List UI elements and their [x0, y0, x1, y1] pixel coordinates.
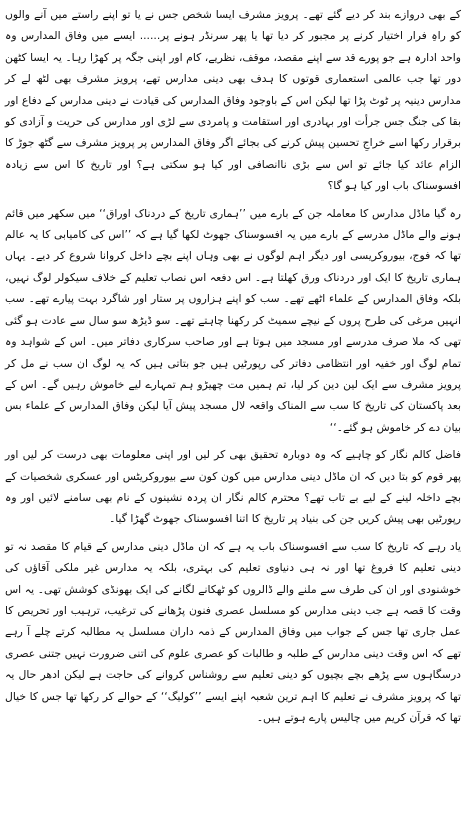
article-paragraph: یاد رہے کہ تاریخ کا سب سے افسوسناک باب یہ ہے کہ ان ماڈل دینی مدارس کے قیام کا مقصد نہ تو دینی تعلیم کا فروغ تھا اور نہ ہی دنیاوی تعلیم کی بہتری، بلکہ یہ مدارس غیر ملکی آقاؤں کی خوشنودی اور ان کی طرف سے ملنے والے ڈالروں کو ٹھکانے لگانے کی ایک بھونڈی کوشش تھی۔ یہ اس وقت کا قصہ ہے جب دینی مدارس کو مسلسل عصری فنون پڑھانے کی ترغیب، ترہیب اور تحریص کا عمل جاری تھا جس کے جواب میں وفاق المدارس کے ذمہ داران مسلسل یہ مطالبہ کرتے چلے آ رہے تھے کہ اس وقت دینی مدارس کے طلبہ و طالبات کو عصری علوم کی اتنی ضرورت نہیں جتنی عصری درسگاہوں سے پڑھے بچے بچیوں کو دینی تعلیم سے روشناس کروانے کی حاجت ہے لیکن ادھر حال یہ تھا کہ پرویز مشرف نے تعلیم کا اہم ترین شعبہ اپنے ایسے ’’کولیگ‘‘ کے حوالے کر رکھا تھا جس کا خیال تھا کہ قرآن کریم میں چالیس پارے ہوتے ہیں۔	[5, 539, 461, 724]
article-paragraph: رہ گیا ماڈل مدارس کا معاملہ جن کے بارے میں ’’ہماری تاریخ کے دردناک اوراق‘‘ میں سکھر میں قائم ہونے والے ماڈل مدرسے کے بارے میں یہ افسوسناک جھوٹ لکھا گیا ہے کہ ’’اس کی کامیابی کا یہ عالم تھا کہ فوج، بیوروکریسی اور دیگر اہم لوگوں نے بھی وہاں اپنے بچے داخل کروانا شروع کر دیے۔ یہاں ہماری تاریخ کا ایک اور دردناک ورق کھلتا ہے۔ اس دفعہ اس نصاب تعلیم کے خلاف سیکولر لوگ نہیں، بلکہ وفاق المدارس کے علماء اٹھے تھے۔ سب کو اپنے ہزاروں پر ستار اور شاگرد بہت پیارے تھے۔ سب انہیں مرغی کی طرح پروں کے نیچے سمیٹ کر رکھنا چاہتے تھے۔ سو ڈیڑھ سو سال سے عادت ہو گئی تھی کہ ملا صرف مدرسے اور مسجد میں ہوتا ہے اور صاحب سرکاری دفاتر میں۔ اس کے شواہد وہ تمام لوگ اور خفیہ اور انتظامی دفاتر کی رپورٹیں ہیں جو بتاتی ہیں کہ یہ لوگ ان سب نے مل کر پرویز مشرف سے ایک لین دین کر لیا، تم ہمیں مت چھیڑو ہم تمہارے لیے خاموش رہیں گے۔ اس کے بعد پاکستان کی تاریخ کا سب سے المناک واقعہ لال مسجد پیش آیا لیکن وفاق المدارس کے علماء بس بیان دے کر خاموش ہو گئے۔‘‘	[5, 206, 461, 434]
article-paragraph: کے بھی دروازے بند کر دیے گئے تھے۔ پرویز مشرف ایسا شخص جس نے یا تو اپنے راستے میں آنے والوں کو راہِ فرار اختیار کرنے پر مجبور کر دیا تھا یا پھر سرنڈر ہونے پر...... ایسے میں وفاق المدارس وہ واحد ادارہ ہے جو پورے قد سے اپنے مقصد، موقف، نظریے، کام اور اپنی جگہ پر کھڑا رہا۔ یہ ایسا کٹھن دور تھا جب عالمی استعماری قوتوں کا ہدف بھی دینی مدارس تھے، پرویز مشرف بھی لٹھ لے کر مدارس دینیہ پر ٹوٹ پڑا تھا لیکن اس کے باوجود وفاق المدارس کی قیادت نے دینی مدارس کے دفاع اور بقا کی جنگ جس جرأت اور بہادری اور استقامت و پامردی سے لڑی اور مدارس کی حریت و آزادی کو برقرار رکھا اسے خراجِ تحسین پیش کرنے کی بجائے اگر وفاق المدارس پر پرویز مشرف سے گٹھ جوڑ کا الزام عائد کیا جائے تو اس سے بڑی ناانصافی اور کیا ہو سکتی ہے؟ اور تاریخ کا اس سے زیادہ افسوسناک باب اور کیا ہو گا؟	[5, 8, 461, 193]
article-paragraph: فاضل کالم نگار کو چاہیے کہ وہ دوبارہ تحقیق بھی کر لیں اور اپنی معلومات بھی درست کر لیں اور پھر قوم کو بتا دیں کہ ان ماڈل دینی مدارس میں کون کون سے بیوروکریٹس اور عسکری شخصیات کے بچے داخلہ لینے کے لیے بے تاب تھے؟ محترم کالم نگار ان پردہ نشینوں کے نام بھی سامنے لائیں اور وہ رپورٹیں بھی پیش کریں جن کی بنیاد پر تاریخ کا اتنا افسوسناک جھوٹ گھڑا گیا۔	[5, 448, 461, 526]
article-column	[5, 4, 461, 728]
